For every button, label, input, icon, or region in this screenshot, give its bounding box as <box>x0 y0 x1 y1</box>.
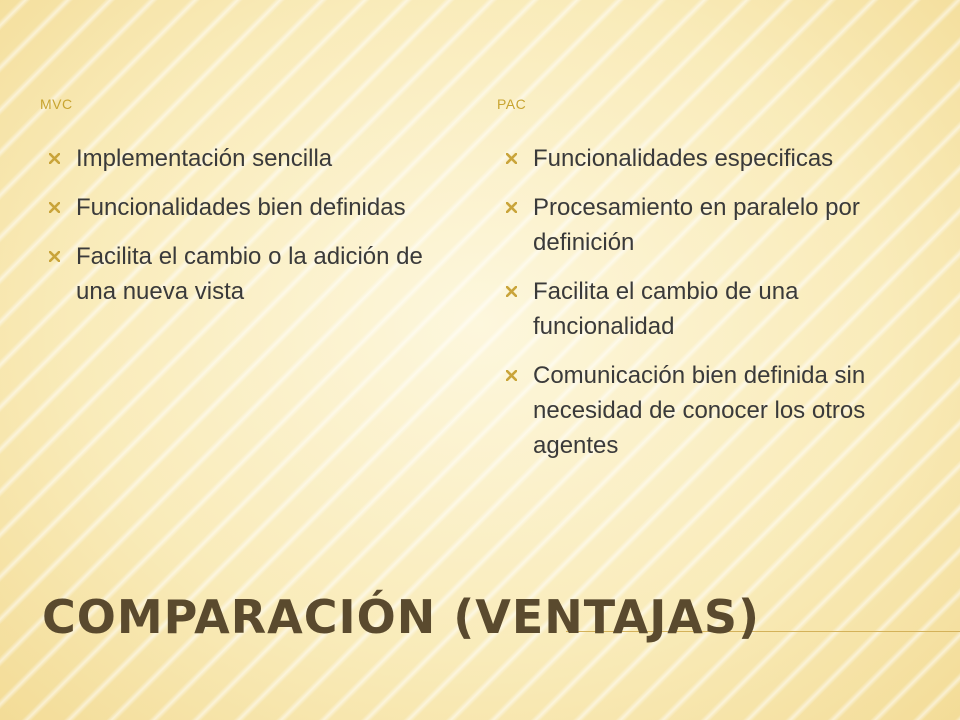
mvc-column <box>40 95 450 323</box>
list-item <box>497 141 937 176</box>
list-item-text: Facilita el cambio de una funcionalidad <box>533 278 799 340</box>
list-item-text: Funcionalidades bien definidas <box>76 194 406 221</box>
list-item <box>497 190 937 260</box>
slide-title: COMPARACIÓN (VENTAJAS) <box>42 590 761 644</box>
x-bullet-icon <box>503 358 519 393</box>
list-item <box>40 239 450 309</box>
list-item-text: Procesamiento en paralelo por definición <box>533 194 860 256</box>
x-bullet-icon <box>503 141 519 176</box>
title-area <box>42 585 960 649</box>
x-bullet-icon <box>46 190 62 225</box>
x-bullet-icon <box>503 190 519 225</box>
list-item-text: Implementación sencilla <box>76 145 333 172</box>
list-item <box>497 274 937 344</box>
list-item-text: Comunicación bien definida sin necesidad de conocer los otros agentes <box>533 362 866 459</box>
pac-bullet-list <box>497 141 937 463</box>
list-item-text: Facilita el cambio o la adición de una nueva vista <box>76 243 423 305</box>
x-bullet-icon <box>46 239 62 274</box>
list-item <box>40 190 450 225</box>
list-item <box>40 141 450 176</box>
pac-header: PAC <box>497 96 527 112</box>
list-item-text: Funcionalidades especificas <box>533 145 834 172</box>
pac-column <box>497 95 937 477</box>
mvc-header: MVC <box>40 96 73 112</box>
list-item <box>497 358 937 463</box>
x-bullet-icon <box>503 274 519 309</box>
mvc-bullet-list <box>40 141 450 309</box>
x-bullet-icon <box>46 141 62 176</box>
